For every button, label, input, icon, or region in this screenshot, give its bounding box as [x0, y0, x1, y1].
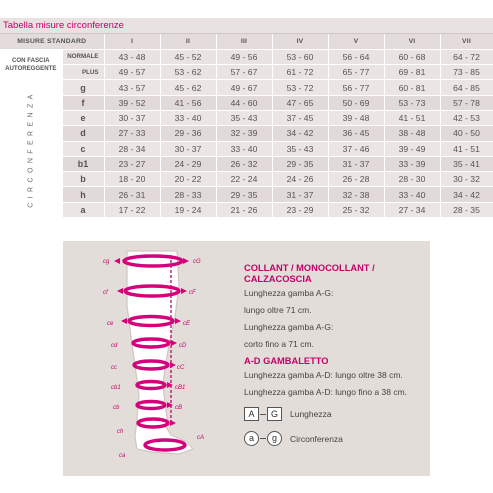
table-cell: 36 - 45 — [328, 126, 384, 141]
size-header: II — [160, 34, 216, 49]
table-cell: 27 - 34 — [384, 202, 440, 217]
circumference-letter: c — [62, 141, 104, 156]
table-cell: 60 - 68 — [384, 49, 440, 64]
table-title: Tabella misure circonferenze — [0, 18, 493, 34]
table-cell: 30 - 32 — [440, 172, 493, 187]
table-cell: 40 - 50 — [440, 126, 493, 141]
table-cell: 69 - 81 — [384, 65, 440, 80]
circumference-letter: f — [62, 95, 104, 110]
leg-label-B: cB — [175, 405, 183, 411]
legend-circ-label: Circonferenza — [290, 433, 343, 444]
band-normale-row — [0, 49, 493, 64]
table-cell: 19 - 24 — [160, 202, 216, 217]
table-cell: 21 - 26 — [216, 202, 272, 217]
leg-label-A: cA — [197, 435, 205, 441]
table-cell: 56 - 77 — [328, 80, 384, 95]
table-cell: 35 - 41 — [440, 156, 493, 171]
table-cell: 24 - 26 — [272, 172, 328, 187]
plus-label: PLUS — [62, 65, 104, 80]
table-row — [0, 110, 493, 125]
size-header-row — [0, 34, 493, 49]
legend-circumference — [244, 431, 343, 446]
legend-dash — [260, 438, 266, 439]
table-row — [0, 126, 493, 141]
table-cell: 41 - 56 — [160, 95, 216, 110]
table-cell: 45 - 62 — [160, 80, 216, 95]
table-cell: 65 - 77 — [328, 65, 384, 80]
heading-calzacoscia: CALZACOSCIA — [244, 274, 312, 284]
table-cell: 57 - 78 — [440, 95, 493, 110]
normale-label: NORMALE — [62, 49, 104, 64]
table-cell: 64 - 85 — [440, 80, 493, 95]
table-cell: 41 - 51 — [384, 110, 440, 125]
table-row — [0, 156, 493, 171]
table-cell: 22 - 24 — [216, 172, 272, 187]
legend-length — [244, 407, 332, 421]
table-cell: 43 - 57 — [104, 80, 160, 95]
table-cell: 32 - 38 — [328, 187, 384, 202]
table-cell: 29 - 36 — [160, 126, 216, 141]
leg-label-g: cg — [103, 259, 110, 265]
table-cell: 41 - 51 — [440, 141, 493, 156]
size-header: V — [328, 34, 384, 49]
legend-length-from: A — [244, 407, 259, 421]
table-cell: 35 - 43 — [216, 110, 272, 125]
circumference-letter: g — [62, 80, 104, 95]
table-cell: 29 - 35 — [272, 156, 328, 171]
table-cell: 28 - 35 — [440, 202, 493, 217]
size-header: IV — [272, 34, 328, 49]
table-cell: 50 - 69 — [328, 95, 384, 110]
panel-info — [244, 263, 430, 401]
band-label-line1: CON FASCIA — [11, 57, 50, 65]
table-cell: 26 - 28 — [328, 172, 384, 187]
leg-diagram — [65, 245, 237, 471]
circumference-side-label — [0, 80, 62, 218]
table-cell: 45 - 52 — [160, 49, 216, 64]
leg-label-B1: cB1 — [175, 385, 186, 391]
table-cell: 73 - 85 — [440, 65, 493, 80]
leg-label-c: cc — [111, 365, 117, 371]
table-row — [0, 202, 493, 217]
table-cell: 47 - 65 — [272, 95, 328, 110]
size-header: I — [104, 34, 160, 49]
table-cell: 26 - 32 — [216, 156, 272, 171]
leg-label-C: cC — [177, 365, 185, 371]
leg-label-G: cG — [193, 259, 201, 265]
size-table — [0, 34, 493, 218]
size-header: III — [216, 34, 272, 49]
leg-label-d: cd — [111, 343, 118, 349]
table-cell: 57 - 67 — [216, 65, 272, 80]
heading-gambaletto: A-D GAMBALETTO — [244, 356, 329, 366]
table-cell: 33 - 40 — [384, 187, 440, 202]
table-row — [0, 187, 493, 202]
table-cell: 29 - 35 — [216, 187, 272, 202]
info-line-3: Lunghezza gamba A-G: — [244, 322, 334, 332]
table-cell: 26 - 31 — [104, 187, 160, 202]
circumference-letter: h — [62, 187, 104, 202]
legend-circ-to: g — [267, 431, 282, 446]
leg-measurement-panel — [63, 241, 430, 476]
leg-label-F: cF — [189, 290, 196, 296]
circumference-letter: b1 — [62, 156, 104, 171]
table-cell: 24 - 29 — [160, 156, 216, 171]
circumference-letter: d — [62, 126, 104, 141]
table-cell: 49 - 67 — [216, 80, 272, 95]
circumference-letter: e — [62, 110, 104, 125]
table-cell: 64 - 72 — [440, 49, 493, 64]
info-line-4: corto fino a 71 cm. — [244, 339, 314, 349]
circumference-letter: b — [62, 172, 104, 187]
table-cell: 56 - 64 — [328, 49, 384, 64]
band-label-line2: AUTOREGGENTE — [5, 64, 57, 72]
heading-collant: COLLANT / MONOCOLLANT / — [244, 263, 375, 273]
table-cell: 37 - 46 — [328, 141, 384, 156]
table-cell: 27 - 33 — [104, 126, 160, 141]
table-cell: 49 - 56 — [216, 49, 272, 64]
table-cell: 53 - 73 — [384, 95, 440, 110]
table-cell: 39 - 52 — [104, 95, 160, 110]
table-cell: 34 - 42 — [440, 187, 493, 202]
leg-label-E: cE — [183, 321, 191, 327]
table-row — [0, 172, 493, 187]
table-cell: 25 - 32 — [328, 202, 384, 217]
leg-label-b: cb — [113, 405, 120, 411]
table-cell: 33 - 39 — [384, 156, 440, 171]
size-header: VII — [440, 34, 493, 49]
table-cell: 31 - 37 — [328, 156, 384, 171]
table-row — [0, 95, 493, 110]
leg-label-D: cD — [179, 343, 187, 349]
info-line-2: lungo oltre 71 cm. — [244, 305, 312, 315]
band-plus-row — [0, 65, 493, 80]
legend-length-label: Lunghezza — [290, 409, 332, 419]
table-cell: 39 - 49 — [384, 141, 440, 156]
table-cell: 43 - 48 — [104, 49, 160, 64]
leg-label-b1: cb1 — [111, 385, 121, 391]
leg-label-e: ce — [107, 321, 114, 327]
table-cell: 23 - 27 — [104, 156, 160, 171]
legend-circ-from: a — [244, 431, 259, 446]
table-cell: 61 - 72 — [272, 65, 328, 80]
leg-label-f: cf — [103, 290, 108, 296]
table-cell: 53 - 72 — [272, 80, 328, 95]
info-line-6: Lunghezza gamba A-D: lungo fino a 38 cm. — [244, 387, 408, 397]
table-cell: 17 - 22 — [104, 202, 160, 217]
circumference-vertical-text: CIRCONFERENZA — [27, 89, 35, 208]
table-cell: 37 - 45 — [272, 110, 328, 125]
info-line-5: Lunghezza gamba A-D: lungo oltre 38 cm. — [244, 370, 403, 380]
table-row — [0, 80, 493, 95]
table-cell: 44 - 60 — [216, 95, 272, 110]
standard-sizes-label: MISURE STANDARD — [0, 34, 104, 49]
size-header: VI — [384, 34, 440, 49]
table-cell: 39 - 48 — [328, 110, 384, 125]
table-cell: 60 - 81 — [384, 80, 440, 95]
table-cell: 30 - 37 — [160, 141, 216, 156]
table-cell: 30 - 37 — [104, 110, 160, 125]
table-cell: 28 - 34 — [104, 141, 160, 156]
table-cell: 49 - 57 — [104, 65, 160, 80]
table-cell: 31 - 37 — [272, 187, 328, 202]
table-cell: 32 - 39 — [216, 126, 272, 141]
circumference-letter: a — [62, 202, 104, 217]
table-cell: 53 - 62 — [160, 65, 216, 80]
info-line-1: Lunghezza gamba A-G: — [244, 288, 334, 298]
table-cell: 28 - 33 — [160, 187, 216, 202]
leg-label-a: ca — [119, 453, 126, 459]
table-cell: 34 - 42 — [272, 126, 328, 141]
table-cell: 18 - 20 — [104, 172, 160, 187]
table-cell: 33 - 40 — [160, 110, 216, 125]
table-cell: 20 - 22 — [160, 172, 216, 187]
legend-dash — [260, 414, 266, 415]
table-cell: 28 - 30 — [384, 172, 440, 187]
table-cell: 53 - 60 — [272, 49, 328, 64]
table-cell: 23 - 29 — [272, 202, 328, 217]
band-label — [0, 49, 62, 80]
table-cell: 38 - 48 — [384, 126, 440, 141]
table-cell: 35 - 43 — [272, 141, 328, 156]
legend-length-to: G — [267, 407, 282, 421]
leg-label-h: ch — [117, 429, 124, 435]
table-cell: 33 - 40 — [216, 141, 272, 156]
table-cell: 42 - 53 — [440, 110, 493, 125]
table-row — [0, 141, 493, 156]
